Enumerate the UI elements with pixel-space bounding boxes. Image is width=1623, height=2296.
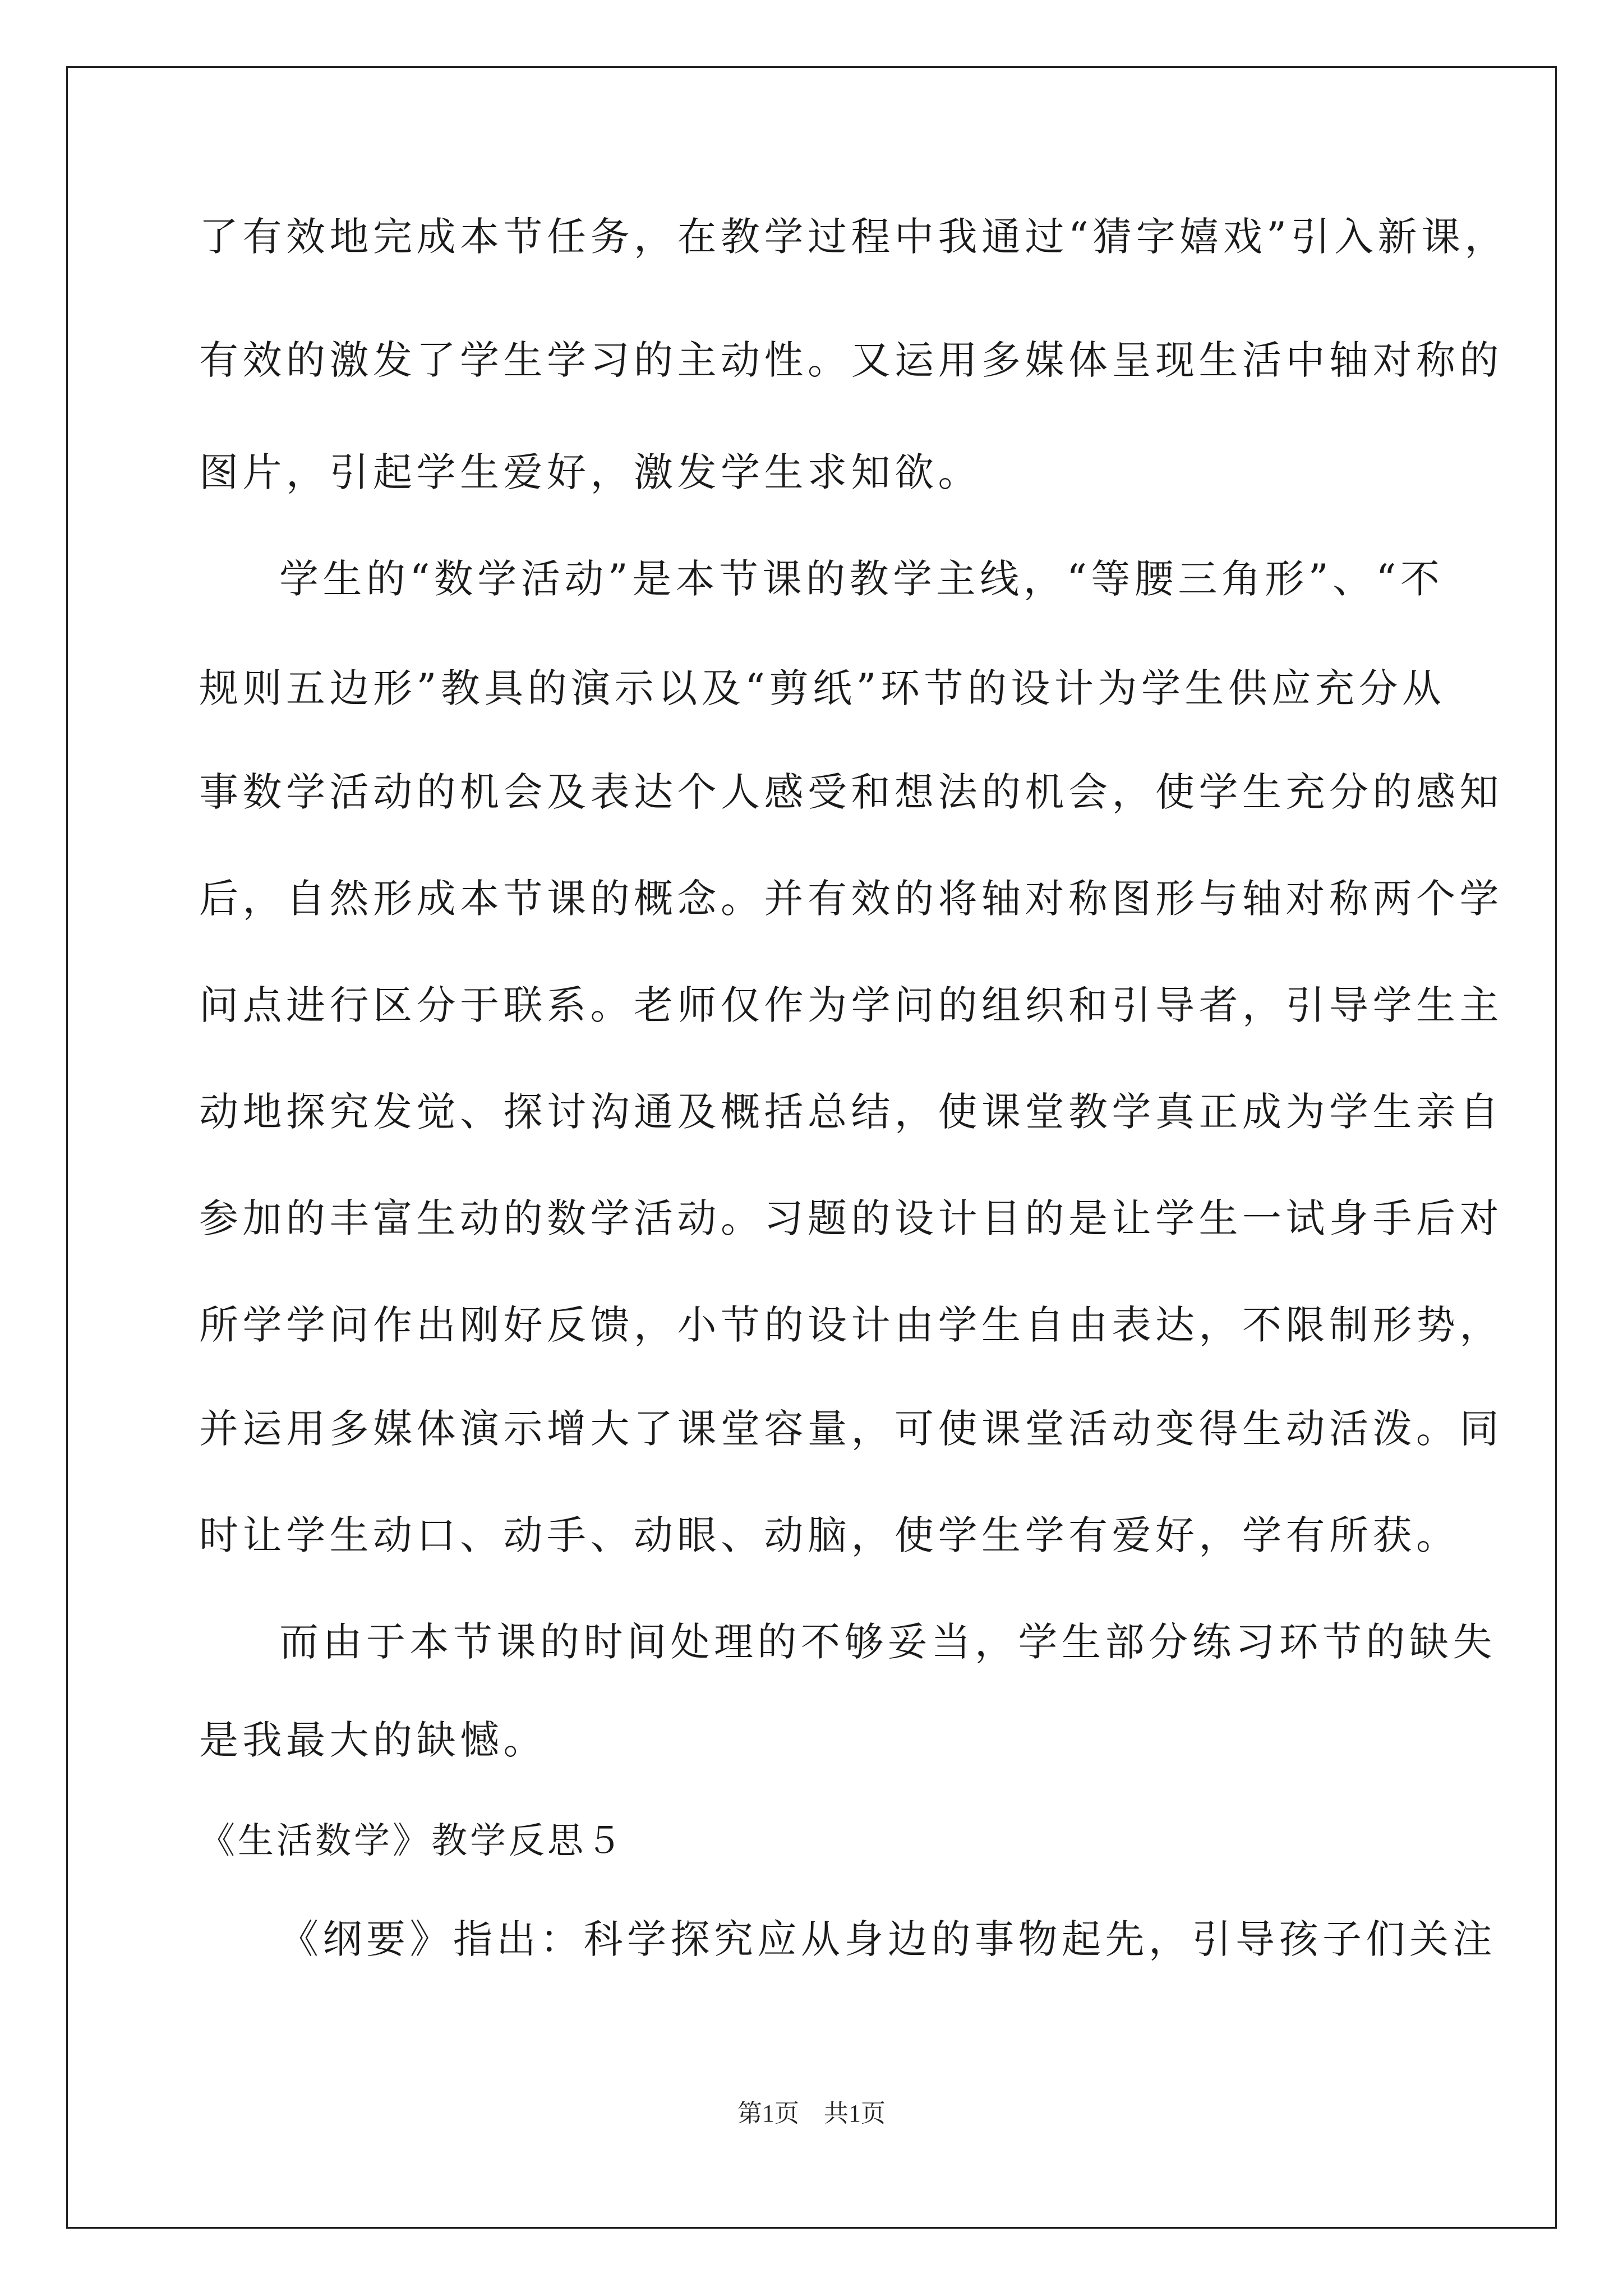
- total-pages: 共1页: [824, 2100, 886, 2127]
- body-text-line: 后，自然形成本节课的概念。并有效的将轴对称图形与轴对称两个学: [199, 876, 1503, 922]
- section-heading: 《生活数学》教学反思５: [199, 1820, 625, 1862]
- body-text-line: 所学学问作出刚好反馈，小节的设计由学生自由表达，不限制形势，: [199, 1302, 1503, 1348]
- paragraph-first-line: 《纲要》指出：科学探究应从身边的事物起先，引导孩子们关注: [279, 1916, 1496, 1962]
- body-text-line: 参加的丰富生动的数学活动。习题的设计目的是让学生一试身手后对: [199, 1195, 1503, 1241]
- page-number: 第1页: [737, 2100, 799, 2127]
- body-text-line: 有效的激发了学生学习的主动性。又运用多媒体呈现生活中轴对称的: [199, 337, 1503, 383]
- paragraph-first-line: 而由于本节课的时间处理的不够妥当，学生部分练习环节的缺失: [279, 1619, 1496, 1665]
- body-text-line: 图片，引起学生爱好，激发学生求知欲。: [199, 449, 981, 495]
- body-text-line: 规则五边形”教具的演示以及“剪纸”环节的设计为学生供应充分从: [199, 665, 1446, 711]
- body-text-line: 并运用多媒体演示增大了课堂容量，可使课堂活动变得生动活泼。同: [199, 1406, 1503, 1452]
- paragraph-first-line: 学生的“数学活动”是本节课的教学主线，“等腰三角形”、“不: [279, 556, 1444, 602]
- page-footer: [0, 2097, 1623, 2131]
- body-text-line: 问点进行区分于联系。老师仅作为学问的组织和引导者，引导学生主: [199, 982, 1503, 1028]
- body-text-line: 是我最大的缺憾。: [199, 1717, 547, 1763]
- body-text-line: 了有效地完成本节任务，在教学过程中我通过“猜字嬉戏”引入新课，: [199, 214, 1509, 260]
- body-text-line: 时让学生动口、动手、动眼、动脑，使学生学有爱好，学有所获。: [199, 1512, 1460, 1558]
- body-text-line: 事数学活动的机会及表达个人感受和想法的机会，使学生充分的感知: [199, 769, 1503, 815]
- page-border: [66, 66, 1557, 2229]
- body-text-line: 动地探究发觉、探讨沟通及概括总结，使课堂教学真正成为学生亲自: [199, 1089, 1503, 1135]
